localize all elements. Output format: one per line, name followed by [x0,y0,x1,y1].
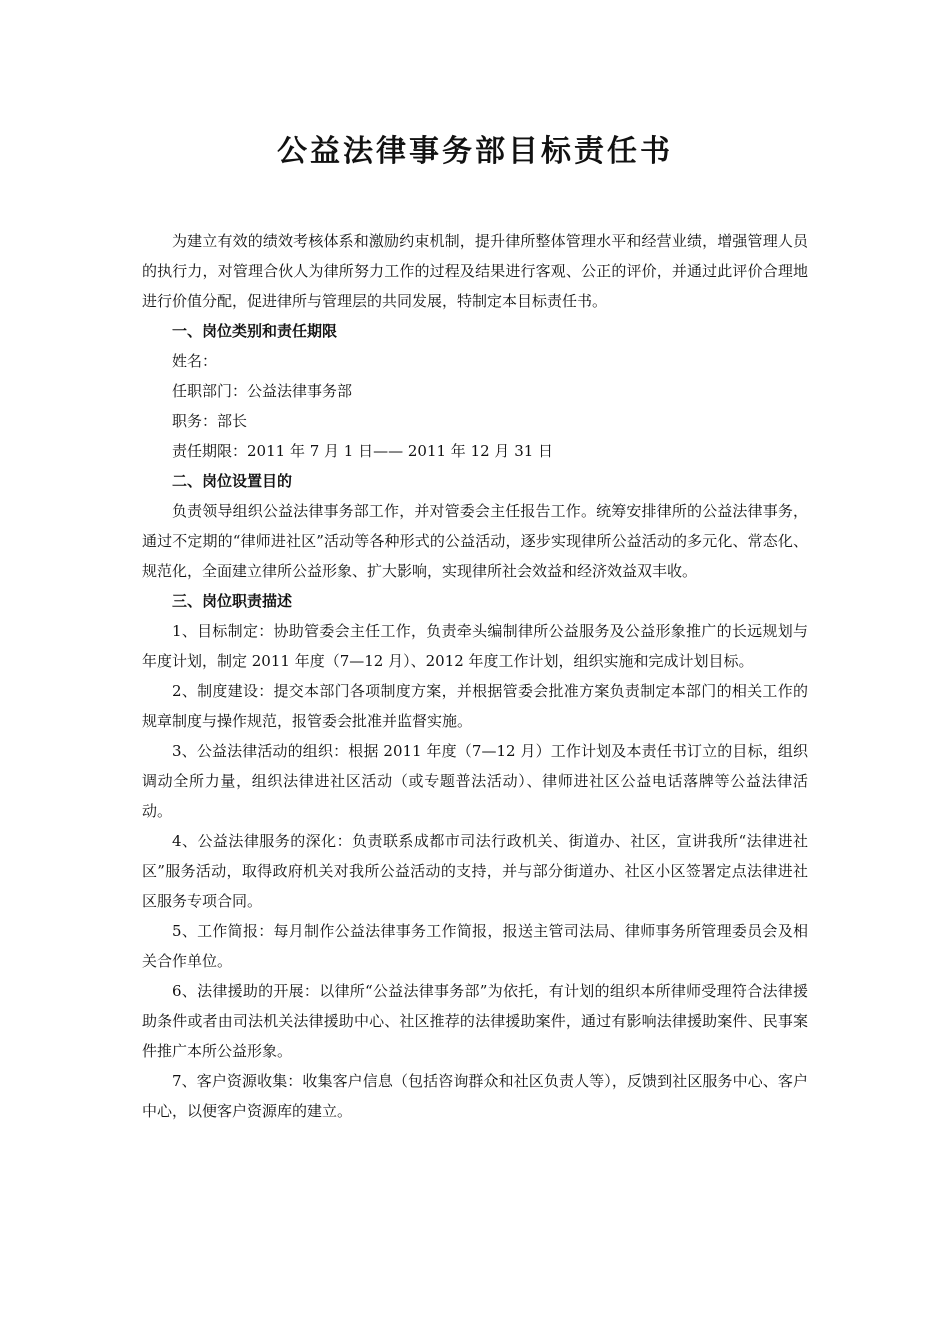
section-heading-duties: 三、岗位职责描述 [172,592,293,610]
duty-item: 6、法律援助的开展：以律所“公益法律事务部”为依托，有计划的组织本所律师受理符合法律援助条件或者由司法机关法律援助中心、社区推荐的法律援助案件，通过有影响法律援助案件、民事案件推广本所公益形象。 [142,982,808,1060]
period-field: 责任期限：2011 年 7 月 1 日—— 2011 年 12 月 31 日 [172,442,554,460]
duty-item: 1、目标制定：协助管委会主任工作，负责牵头编制律所公益服务及公益形象推广的长远规划与年度计划，制定 2011 年度（7—12 月）、2012 年度工作计划，组织实施和完成计划目标。 [142,622,808,670]
duty-item: 7、客户资源收集：收集客户信息（包括咨询群众和社区负责人等），反馈到社区服务中心、客户中心，以便客户资源库的建立。 [142,1072,808,1120]
duty-item: 2、制度建设：提交本部门各项制度方案，并根据管委会批准方案负责制定本部门的相关工作的规章制度与操作规范，报管委会批准并监督实施。 [142,682,808,730]
document-body [142,226,808,1126]
duty-item: 4、公益法律服务的深化：负责联系成都市司法行政机关、街道办、社区，宣讲我所“法律进社区”服务活动，取得政府机关对我所公益活动的支持，并与部分街道办、社区小区签署定点法律进社区服务专项合同。 [142,832,808,910]
position-field: 职务：部长 [172,412,248,430]
section-heading-position-purpose: 二、岗位设置目的 [172,472,293,490]
intro-paragraph: 为建立有效的绩效考核体系和激励约束机制，提升律所整体管理水平和经营业绩，增强管理人员的执行力，对管理合伙人为律所努力工作的过程及结果进行客观、公正的评价，并通过此评价合理地进行价值分配，促进律所与管理层的共同发展，特制定本目标责任书。 [142,232,808,310]
document-title: 公益法律事务部目标责任书 [277,134,673,169]
duty-item: 5、工作简报：每月制作公益法律事务工作简报，报送主管司法局、律师事务所管理委员会及相关合作单位。 [142,922,808,970]
section-heading-position-type: 一、岗位类别和责任期限 [172,322,338,340]
purpose-paragraph: 负责领导组织公益法律事务部工作，并对管委会主任报告工作。统筹安排律所的公益法律事务，通过不定期的“律师进社区”活动等各种形式的公益活动，逐步实现律所公益活动的多元化、常态化、规范化，全面建立律所公益形象、扩大影响，实现律所社会效益和经济效益双丰收。 [142,502,808,580]
name-field: 姓名： [172,352,218,370]
department-field: 任职部门：公益法律事务部 [172,382,353,400]
duty-item: 3、公益法律活动的组织：根据 2011 年度（7—12 月）工作计划及本责任书订立的目标，组织调动全所力量，组织法律进社区活动（或专题普法活动）、律师进社区公益电话落牌等公益法律活动。 [142,742,808,820]
